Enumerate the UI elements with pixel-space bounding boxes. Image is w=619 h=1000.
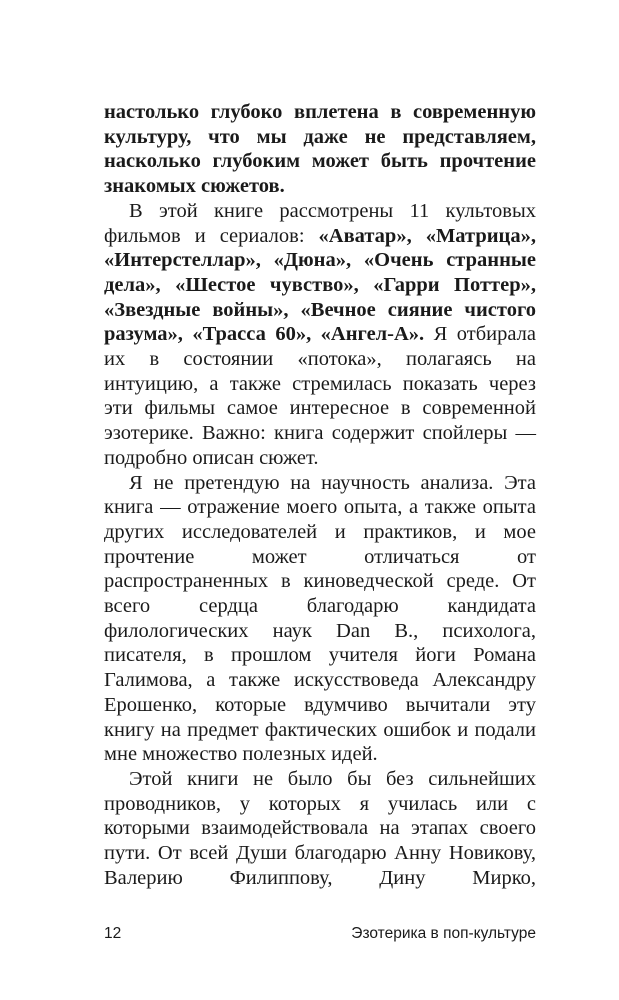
running-title: Эзотерика в поп-культуре [351,925,536,942]
plain-text: В этой книге рассмотрены 11 культовых фильмов и сериалов: [104,199,536,247]
plain-text: Этой книги не было бы без сильнейших проводников, у которых я училась или с которыми взаимодействовала на этапах своего пути. От всей Души благодарю Анну Новикову, Валерию Филиппову, Дину Мирко, [104,767,536,889]
paragraph-acknowledgement [104,471,536,767]
paragraph-continued [104,100,536,199]
paragraph-mentors [104,767,536,891]
plain-text: Я не претендую на научность анализа. Эта книга — отражение моего опыта, а также опыта других исследователей и практиков, и мое прочтение может отличаться от распространенных в киноведческой среде. От всего сердца благодарю кандидата филологических наук Dan B., психолога, писателя, в прошлом учителя йоги Романа Галимова, а также искусствоведа Александру Ерошенко, которые вдумчиво вычитали эту книгу на предмет фактических ошибок и подали мне множество полезных идей. [104,471,536,766]
plain-text: Я отбирала их в состоянии «потока», полагаясь на интуицию, а также стремилась показать через эти фильмы самое интересное в современной эзотерике. Важно: книга содержит спойлеры — подробно описан сюжет. [104,323,537,469]
body-text [104,100,536,891]
film-titles: «Аватар», «Матрица», «Интерстеллар», «Дюна», «Очень странные дела», «Шестое чувство», «Гарри Поттер», «Звездные войны», «Вечное сияние чистого разума», «Трасса 60», «Ангел-А». [104,224,536,346]
page-number: 12 [104,925,122,942]
bold-text: настолько глубоко вплетена в современную культуру, что мы даже не представляем, насколько глубоким может быть прочтение знакомых сюжетов. [104,101,536,198]
paragraph-films-list [104,199,536,471]
